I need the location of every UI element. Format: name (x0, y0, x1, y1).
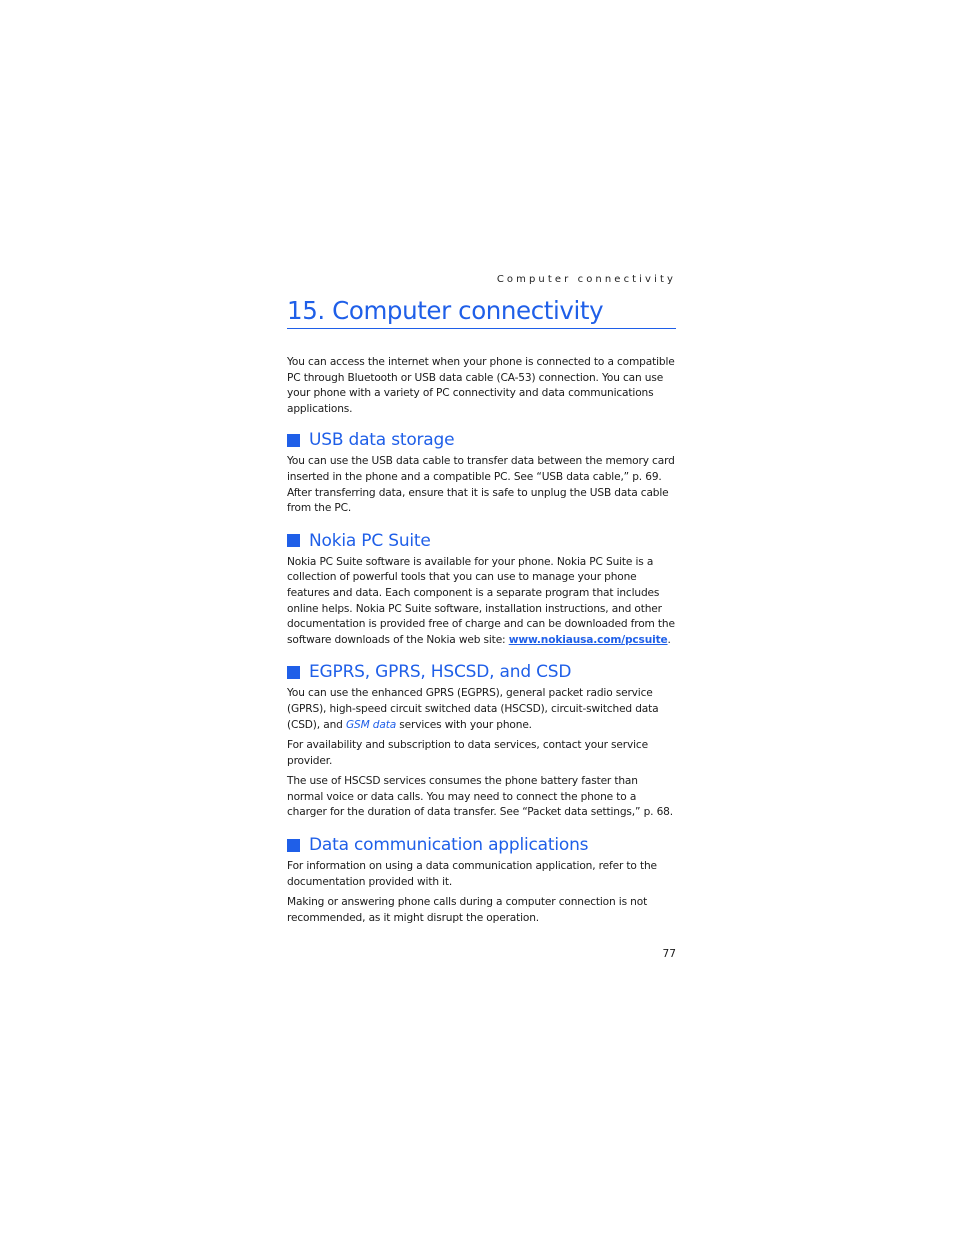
section-heading-text: Data communication applications (309, 835, 589, 856)
section-heading-text: USB data storage (309, 430, 455, 451)
section-heading-text: Nokia PC Suite (309, 530, 431, 551)
paragraph: For availability and subscription to data services, contact your service provider. (287, 739, 648, 767)
bullet-square-icon (287, 534, 300, 547)
section-data-communication (287, 834, 676, 926)
section-heading (287, 834, 676, 856)
section-nokia-pc-suite (287, 530, 676, 649)
gsm-data-term-link[interactable]: GSM data (345, 718, 397, 731)
section-heading (287, 530, 676, 552)
paragraph-text: Nokia PC Suite software is available for your phone. Nokia PC Suite is a collection of powerful tools that you can use to manage your phone features and data. Each component is a separate program that includes online helps. Nokia PC Suite software, installation instructions, and other documentation is provided free of charge and can be downloaded from the software downloads of the Nokia web site: (287, 555, 675, 646)
paragraph: For information on using a data communication application, refer to the documentation provided with it. (287, 860, 657, 888)
bullet-square-icon (287, 666, 300, 679)
paragraph-end: . (667, 633, 671, 646)
pcsuite-link[interactable]: www.nokiausa.com/pcsuite (508, 633, 668, 646)
paragraph (287, 555, 676, 649)
paragraph: You can use the USB data cable to transfer data between the memory card inserted in the phone and a compatible PC. See “USB data cable,” p. 69. After transferring data, ensure that it is safe to unplug the USB data cable from the PC. (287, 455, 675, 515)
chapter-title: 15. Computer connectivity (287, 297, 676, 329)
running-head: Computer connectivity (496, 274, 676, 285)
section-egprs (287, 661, 676, 821)
paragraph: Making or answering phone calls during a computer connection is not recommended, as it might disrupt the operation. (287, 896, 648, 924)
page-content (287, 355, 676, 939)
section-heading (287, 429, 676, 451)
bullet-square-icon (287, 434, 300, 447)
page-number: 77 (662, 948, 676, 960)
section-usb-data-storage (287, 429, 676, 516)
section-heading-text: EGPRS, GPRS, HSCSD, and CSD (309, 662, 572, 683)
paragraph: The use of HSCSD services consumes the phone battery faster than normal voice or data calls. You may need to connect the phone to a charger for the duration of data transfer. See “Packet data settings,” p. 68. (287, 775, 673, 819)
paragraph-text: services with your phone. (396, 718, 532, 731)
paragraph-text: You can use the enhanced GPRS (EGPRS), general packet radio service (GPRS), high-speed circuit switched data (HSCSD), circuit-switched data (CSD), and (287, 687, 659, 731)
intro-paragraph: You can access the internet when your phone is connected to a compatible PC through Bluetooth or USB data cable (CA-53) connection. You can use your phone with a variety of PC connectivity and data communications applications. (287, 356, 675, 415)
paragraph (287, 686, 676, 733)
bullet-square-icon (287, 839, 300, 852)
section-heading (287, 661, 676, 683)
